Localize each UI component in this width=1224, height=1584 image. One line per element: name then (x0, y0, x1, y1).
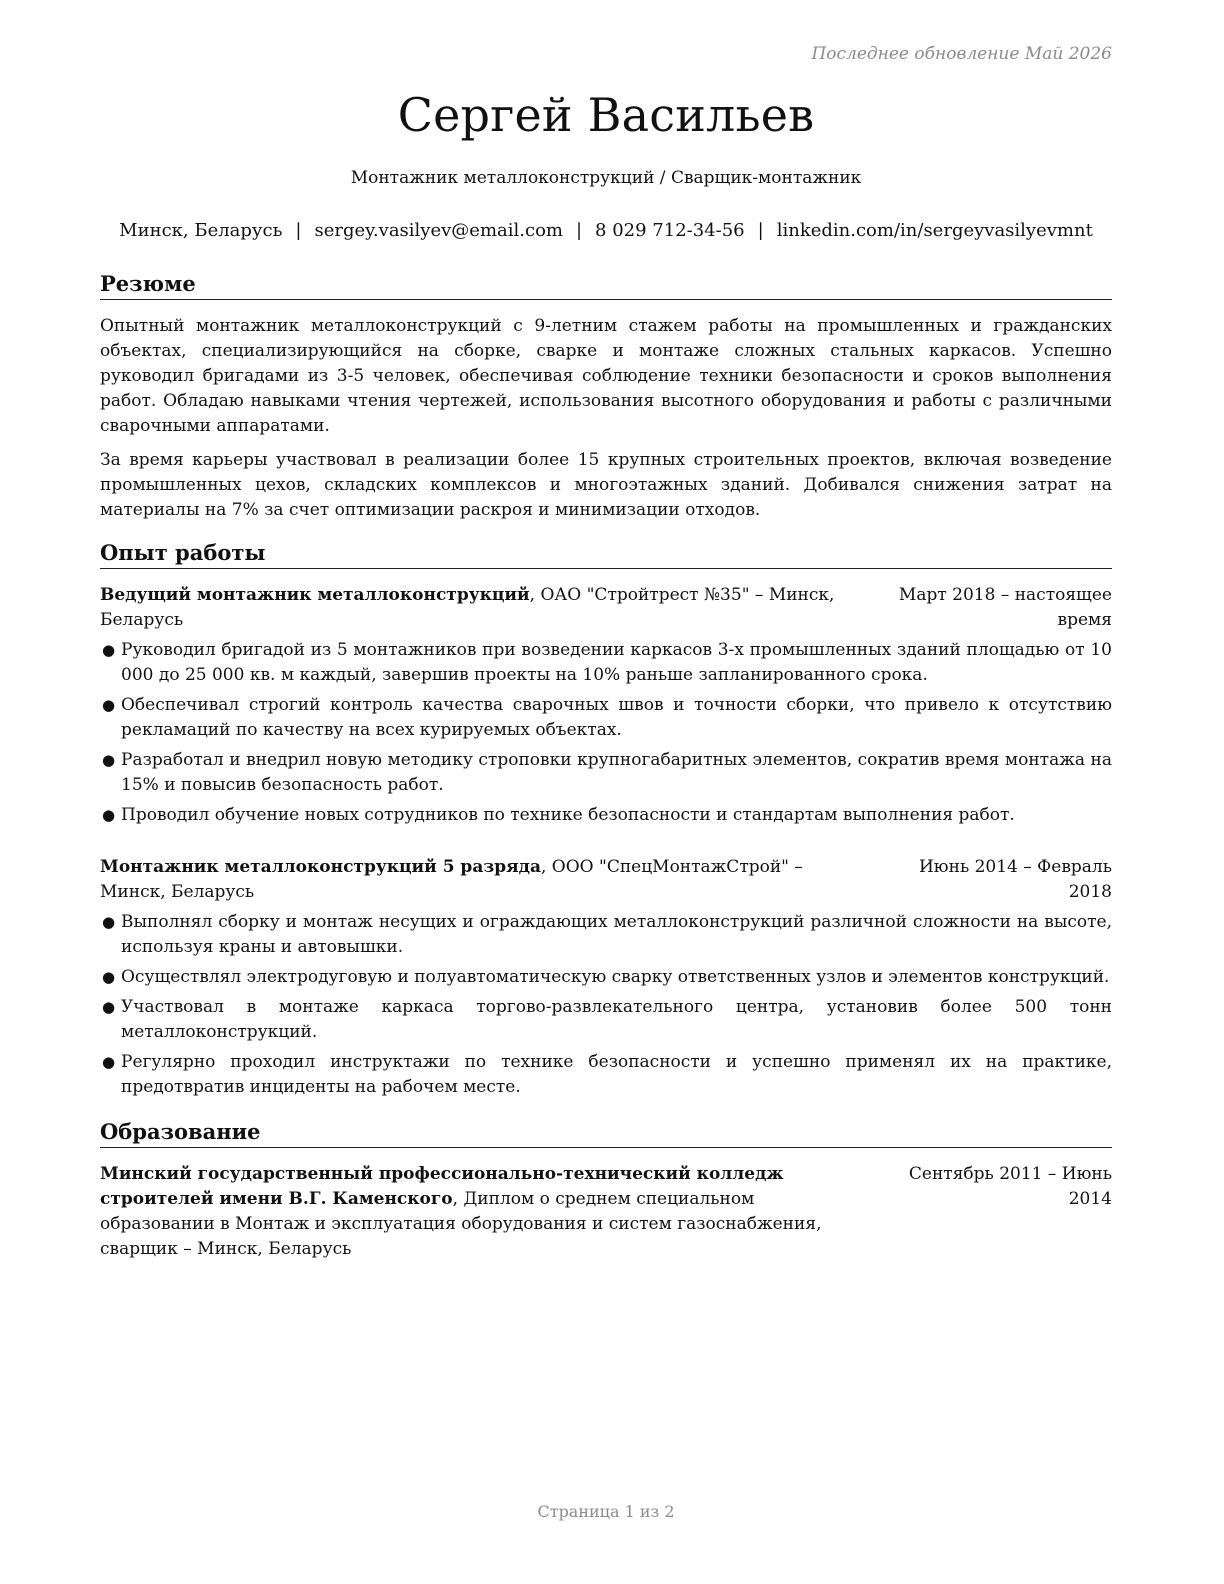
job-dates: Март 2018 – настоящее время (898, 585, 1112, 630)
summary-paragraph: Опытный монтажник металлоконструкций с 9-летним стажем работы на промышленных и гражданских объектах, специализирующийся на сборке, сварке и монтаже сложных стальных каркасов. Успешно руководил бригадами из 3-5 человек, обеспечивая соблюдение техники безопасности и сроков выполнения работ. Обладаю навыками чтения чертежей, использования высотного оборудования и работы с различными сварочными аппаратами. (100, 316, 1112, 436)
contact-separator: | (575, 220, 583, 241)
bullet-icon: ● (102, 913, 116, 931)
list-item: ● Проводил обучение новых сотрудников по технике безопасности и стандартам выполнения работ. (100, 803, 1112, 828)
job-header (100, 855, 1112, 905)
education-dates: Сентябрь 2011 – Июнь 2014 (908, 1164, 1112, 1209)
list-item: ● Разработал и внедрил новую методику строповки крупногабаритных элементов, сократив время монтажа на 15% и повысив безопасность работ. (102, 750, 1112, 795)
resume-page (100, 0, 1112, 1584)
education-section (100, 1118, 1112, 1262)
bullet-icon: ● (102, 806, 116, 824)
education-entry (100, 1162, 1112, 1262)
education-institution: Минский государственный профессионально-технический колледж строителей имени В.Г. Каменского (100, 1164, 784, 1209)
job-entry (100, 855, 1112, 1100)
page-number: Страница 1 из 2 (537, 1502, 675, 1521)
bullet-icon: ● (102, 998, 116, 1016)
job-company: , ОАО "Стройтрест №35" – Минск, Беларусь (100, 585, 835, 630)
job-entry (100, 583, 1112, 828)
job-company: , ООО "СпецМонтажСтрой" – Минск, Беларусь (100, 857, 803, 902)
list-item: ● Регулярно проходил инструктажи по технике безопасности и успешно применял их на практике, предотвратив инциденты на рабочем месте. (102, 1052, 1112, 1097)
bullet-icon: ● (102, 696, 116, 714)
contact-phone: 8 029 712-34-56 (595, 220, 745, 241)
bullet-icon: ● (102, 641, 116, 659)
contact-separator: | (757, 220, 764, 241)
experience-section (100, 539, 1112, 1105)
job-dates: Июнь 2014 – Февраль 2018 (918, 857, 1112, 902)
contact-email[interactable]: sergey.vasilyev@email.com (314, 220, 563, 241)
candidate-name: Сергей Васильев (397, 88, 815, 142)
bullet-icon: ● (102, 1053, 116, 1071)
list-item: ● Осуществлял электродуговую и полуавтоматическую сварку ответственных узлов и элементов конструкций. (100, 965, 1112, 990)
job-bullets (100, 910, 1112, 1100)
job-title: Монтажник металлоконструкций / Сварщик-монтажник (350, 168, 862, 188)
bullet-icon: ● (102, 751, 116, 769)
job-bullets (100, 638, 1112, 828)
job-role: Ведущий монтажник металлоконструкций (100, 585, 530, 605)
job-header (100, 583, 1112, 633)
list-item: ● Обеспечивал строгий контроль качества сварочных швов и точности сборки, что привело к отсутствию рекламаций по качеству на всех курируемых объектах. (102, 695, 1112, 740)
education-heading: Образование (100, 1118, 1112, 1148)
summary-section (100, 270, 1112, 523)
experience-heading: Опыт работы (100, 539, 1112, 569)
last-updated: Последнее обновление Май 2026 (811, 44, 1112, 64)
list-item: ● Выполнял сборку и монтаж несущих и ограждающих металлоконструкций различной сложности на высоте, используя краны и автовышки. (102, 912, 1112, 957)
contact-separator: | (295, 220, 302, 241)
job-role: Монтажник металлоконструкций 5 разряда (100, 857, 541, 877)
education-details: , Диплом о среднем специальном образовании в Монтаж и эксплуатация оборудования и систем газоснабжения, сварщик – Минск, Беларусь (100, 1189, 822, 1259)
contact-linkedin[interactable]: linkedin.com/in/sergeyvasilyevmnt (776, 220, 1093, 241)
summary-paragraph: За время карьеры участвовал в реализации более 15 крупных строительных проектов, включая возведение промышленных цехов, складских комплексов и многоэтажных зданий. Добивался снижения затрат на материалы на 7% за счет оптимизации раскроя и минимизации отходов. (100, 450, 1112, 520)
bullet-icon: ● (102, 968, 116, 986)
summary-heading: Резюме (100, 270, 1112, 300)
contact-line (100, 220, 1112, 241)
contact-location: Минск, Беларусь (119, 220, 283, 241)
list-item: ● Участвовал в монтаже каркаса торгово-развлекательного центра, установив более 500 тонн металлоконструкций. (102, 997, 1112, 1042)
list-item: ● Руководил бригадой из 5 монтажников при возведении каркасов 3-х промышленных зданий площадью от 10 000 до 25 000 кв. м каждый, завершив проекты на 10% раньше запланированного срока. (102, 640, 1112, 685)
